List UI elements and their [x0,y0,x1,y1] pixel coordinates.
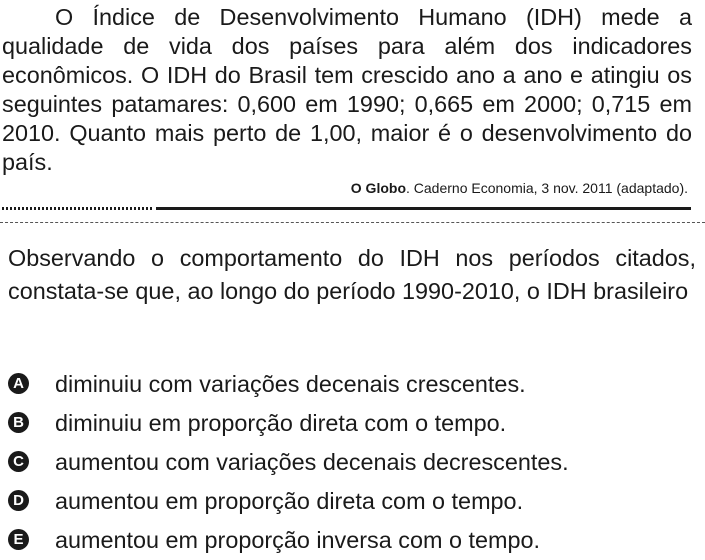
option-b[interactable] [8,403,569,442]
option-e[interactable] [8,520,569,559]
option-c-text: aumentou com variações decenais decrescentes. [55,448,569,475]
option-c-letter-badge: C [8,451,29,472]
option-a-text: diminuiu com variações decenais crescentes. [55,370,526,397]
option-c[interactable] [8,442,569,481]
passage-text: O Índice de Desenvolvimento Humano (IDH) mede a qualidade de vida dos países para além dos indicadores econômicos. O IDH do Brasil tem crescido ano a ano e atingiu os seguintes patamares: 0,600 em 1990; 0,665 em 2000; 0,715 em 2010. Quanto mais perto de 1,00, maior é o desenvolvimento do país. [2,4,692,175]
dashed-separator [0,222,705,223]
source-publication: O Globo [350,180,406,196]
dotted-divider [2,207,154,210]
option-d[interactable] [8,481,569,520]
solid-divider [156,207,691,210]
option-a[interactable] [8,364,569,403]
option-e-text: aumentou em proporção inversa com o tempo. [55,526,540,553]
source-citation [351,179,688,197]
option-b-letter-badge: B [8,412,29,433]
option-d-letter-badge: D [8,490,29,511]
source-details: . Caderno Economia, 3 nov. 2011 (adaptado). [406,180,688,196]
option-e-letter-badge: E [8,529,29,550]
answer-options [8,364,569,559]
option-d-text: aumentou em proporção direta com o tempo. [55,487,524,514]
question-text: Observando o comportamento do IDH nos períodos citados, constata-se que, ao longo do período 1990-2010, o IDH brasileiro [8,245,696,304]
option-a-letter-badge: A [8,373,29,394]
option-b-text: diminuiu em proporção direta com o tempo. [55,409,507,436]
